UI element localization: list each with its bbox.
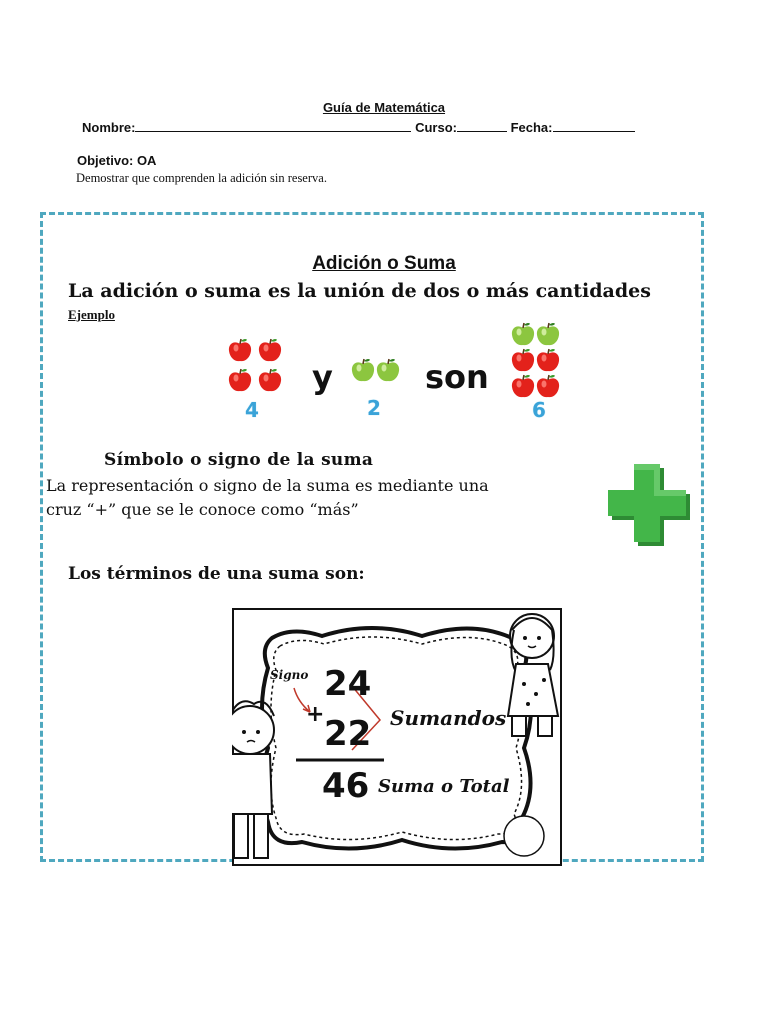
total-label: Suma o Total [378,776,510,797]
lesson-title: Adición o Suma [312,253,456,274]
apple-icon-green-group [352,359,399,381]
result-count: 6 [532,398,546,422]
total-value: 46 [322,766,370,806]
girl-character-icon [508,614,558,736]
diagram-decoration [232,608,562,866]
example-label: Ejemplo [68,307,115,322]
student-info-line [82,119,635,135]
connector-y: y [312,358,333,396]
group1-count: 4 [245,398,259,422]
boy-character-icon [232,701,274,858]
terms-title: Los términos de una suma son: [68,564,365,584]
ball-icon [504,816,544,856]
date-blank [553,119,635,132]
name-label: Nombre: [82,120,136,135]
definition-text: La adición o suma es la unión de dos o más cantidades [68,280,651,302]
addends-label: Sumandos [390,706,507,730]
sign-label: Signo [270,668,309,682]
addend-2: 22 [324,714,372,754]
symbol-title: Símbolo o signo de la suma [104,450,374,470]
course-blank [457,119,507,132]
apple-icon-result-group [512,323,559,397]
connector-son: son [425,358,489,396]
addend-1: 24 [324,664,372,704]
apple-icon-red-group [229,339,281,391]
objective-text: Demostrar que comprenden la adición sin reserva. [76,171,327,185]
plus-cross-icon [604,462,696,552]
objective-label: Objetivo: OA [77,153,157,168]
name-blank [135,119,411,132]
course-label: Curso: [415,120,457,135]
apple-example-illustration [220,318,570,428]
group2-count: 2 [367,396,381,420]
date-label: Fecha: [510,120,553,135]
guide-title: Guía de Matemática [322,100,446,115]
plus-sign: + [306,702,325,727]
symbol-text-line2: cruz “+” que se le conoce como “más” [46,500,359,519]
symbol-text-line1: La representación o signo de la suma es mediante una [46,476,489,495]
